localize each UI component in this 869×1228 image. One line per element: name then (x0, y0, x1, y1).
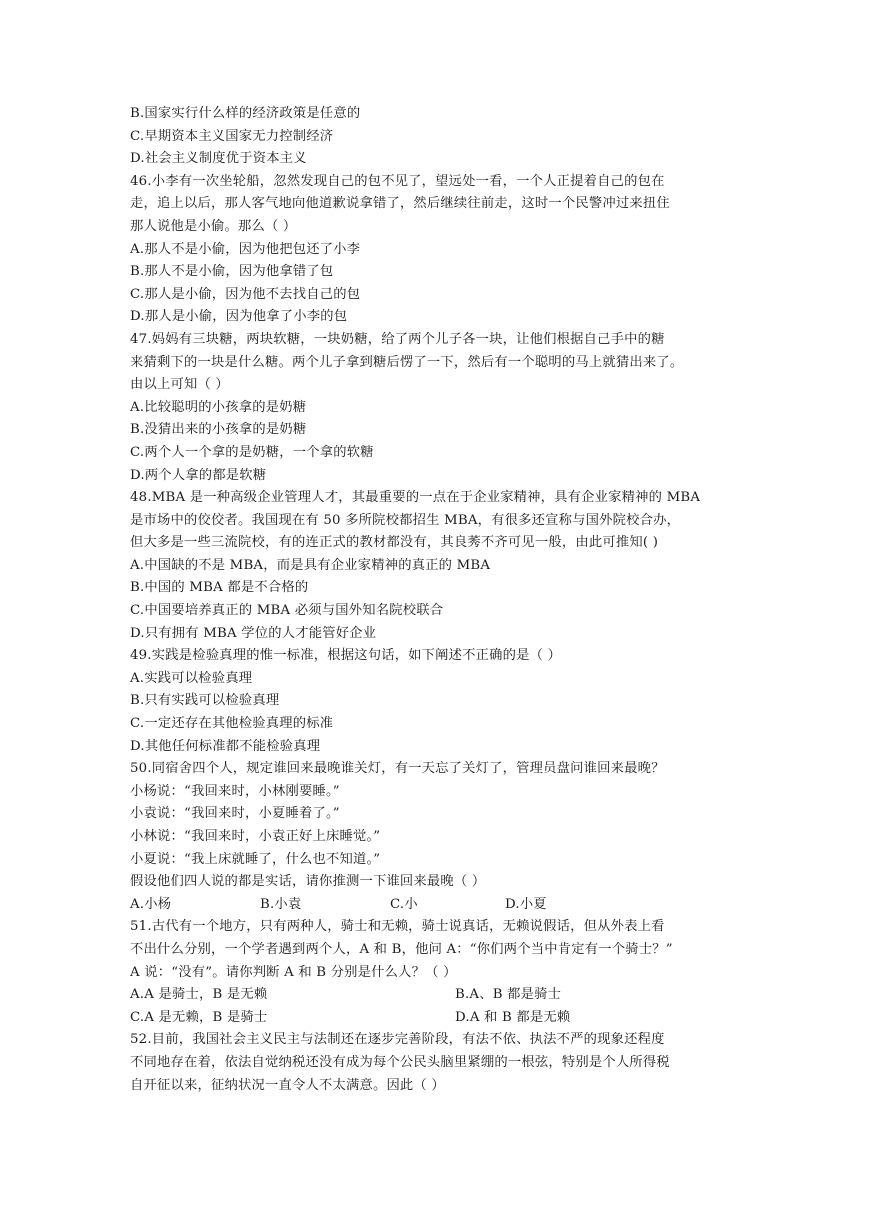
q47-option-b: B.没猜出来的小孩拿的是奶糖 (130, 422, 307, 438)
q52-stem-line: 不同地存在着，依法自觉纳税还没有成为每个公民头脑里紧绷的一根弦，特别是个人所得税 (130, 1054, 670, 1070)
q45-option-d: D.社会主义制度优于资本主义 (130, 151, 307, 167)
q48-option-b: B.中国的 MBA 都是不合格的 (130, 580, 309, 596)
q50-statement: 小杨说：“我回来时，小林刚要睡。” (130, 783, 340, 799)
q46-option-b: B.那人不是小偷，因为他拿错了包 (130, 264, 334, 280)
q51-option-d: D.A 和 B 都是无赖 (455, 1009, 571, 1025)
q49-option-a: A.实践可以检验真理 (130, 670, 253, 686)
q51-option-a: A.A 是骑士，B 是无赖 (130, 987, 268, 1003)
q52-stem-line: 52.目前，我国社会主义民主与法制还在逐步完善阶段，有法不依、执法不严的现象还程度 (130, 1032, 665, 1048)
q46-stem-line: 46.小李有一次坐轮船，忽然发现自己的包不见了，望远处一看，一个人正提着自己的包在 (130, 173, 665, 189)
q50-statement: 小林说：“我回来时，小袁正好上床睡觉。” (130, 829, 381, 844)
document-page (130, 103, 742, 1097)
q47-option-d: D.两个人拿的都是软糖 (130, 467, 267, 483)
q48-stem-line: 但大多是一些三流院校，有的连正式的教材都没有，其良莠不齐可见一般，由此可推知( ) (130, 535, 659, 551)
q51-options-row (130, 1007, 742, 1030)
q51-options-row (130, 984, 742, 1007)
q50-option-c: C.小 (390, 896, 418, 912)
q50-stem-line: 假设他们四人说的都是实话，请你推测一下谁回来最晚（ ） (130, 874, 486, 890)
q46-option-d: D.那人是小偷，因为他拿了小李的包 (130, 309, 348, 325)
q46-option-c: C.那人是小偷，因为他不去找自己的包 (130, 286, 361, 302)
q48-option-a: A.中国缺的不是 MBA，而是具有企业家精神的真正的 MBA (130, 557, 491, 573)
q50-statement: 小袁说：“我回来时，小夏睡着了。” (130, 806, 340, 822)
q47-stem-line: 来猜剩下的一块是什么糖。两个儿子拿到糖后愣了一下，然后有一个聪明的马上就猜出来了。 (130, 354, 684, 370)
q50-statement: 小夏说：“我上床就睡了，什么也不知道。” (130, 851, 381, 867)
q48-option-c: C.中国要培养真正的 MBA 必须与国外知名院校联合 (130, 603, 444, 619)
q47-stem-line: 47.妈妈有三块糖，两块软糖，一块奶糖，给了两个儿子各一块，让他们根据自己手中的糖 (130, 331, 665, 347)
q48-stem-line: 48.MBA 是一种高级企业管理人才，其最重要的一点在于企业家精神，具有企业家精神的 MBA (130, 490, 701, 506)
q50-option-d: D.小夏 (505, 896, 547, 912)
q46-stem-line: 走，追上以后，那人客气地向他道歉说拿错了，然后继续往前走，这时一个民警冲过来扭住 (130, 196, 670, 212)
q49-option-b: B.只有实践可以检验真理 (130, 693, 280, 709)
q45-option-b: B.国家实行什么样的经济政策是任意的 (130, 106, 361, 121)
q47-option-c: C.两个人一个拿的是奶糖，一个拿的软糖 (130, 444, 374, 460)
q50-option-b: B.小袁 (260, 896, 302, 912)
q47-stem-line: 由以上可知（ ） (130, 377, 229, 393)
q51-stem-line: 51.古代有一个地方，只有两种人，骑士和无赖，骑士说真话，无赖说假话，但从外表上看 (130, 919, 665, 935)
q51-option-b: B.A、B 都是骑士 (455, 987, 562, 1003)
q46-stem-line: 那人说他是小偷。那么（ ） (130, 218, 297, 234)
q49-option-d: D.其他任何标准都不能检验真理 (130, 738, 321, 754)
q51-stem-line: A 说：“没有”。请你判断 A 和 B 分别是什么人？（ ） (130, 964, 457, 980)
q49-option-c: C.一定还存在其他检验真理的标准 (130, 716, 334, 732)
q52-stem-line: 自开征以来，征纳状况一直令人不太满意。因此（ ） (130, 1077, 445, 1093)
q47-option-a: A.比较聪明的小孩拿的是奶糖 (130, 399, 307, 415)
q51-option-c: C.A 是无赖，B 是骑士 (130, 1009, 268, 1025)
q50-options-row (130, 894, 742, 917)
q49-stem-line: 49.实践是检验真理的惟一标准，根据这句话，如下阐述不正确的是（ ） (130, 648, 562, 664)
q48-stem-line: 是市场中的佼佼者。我国现在有 50 多所院校都招生 MBA，有很多还宣称与国外院校合办， (130, 512, 681, 528)
q50-option-a: A.小杨 (130, 896, 172, 912)
q51-stem-line: 不出什么分别，一个学者遇到两个人，A 和 B，他问 A：“你们两个当中肯定有一个骑士？” (130, 941, 673, 957)
q46-option-a: A.那人不是小偷，因为他把包还了小李 (130, 241, 361, 257)
q48-option-d: D.只有拥有 MBA 学位的人才能管好企业 (130, 625, 377, 641)
q45-option-c: C.早期资本主义国家无力控制经济 (130, 128, 334, 144)
q50-stem-line: 50.同宿舍四个人，规定谁回来最晚谁关灯，有一天忘了关灯了，管理员盘问谁回来最晚？ (130, 761, 665, 777)
